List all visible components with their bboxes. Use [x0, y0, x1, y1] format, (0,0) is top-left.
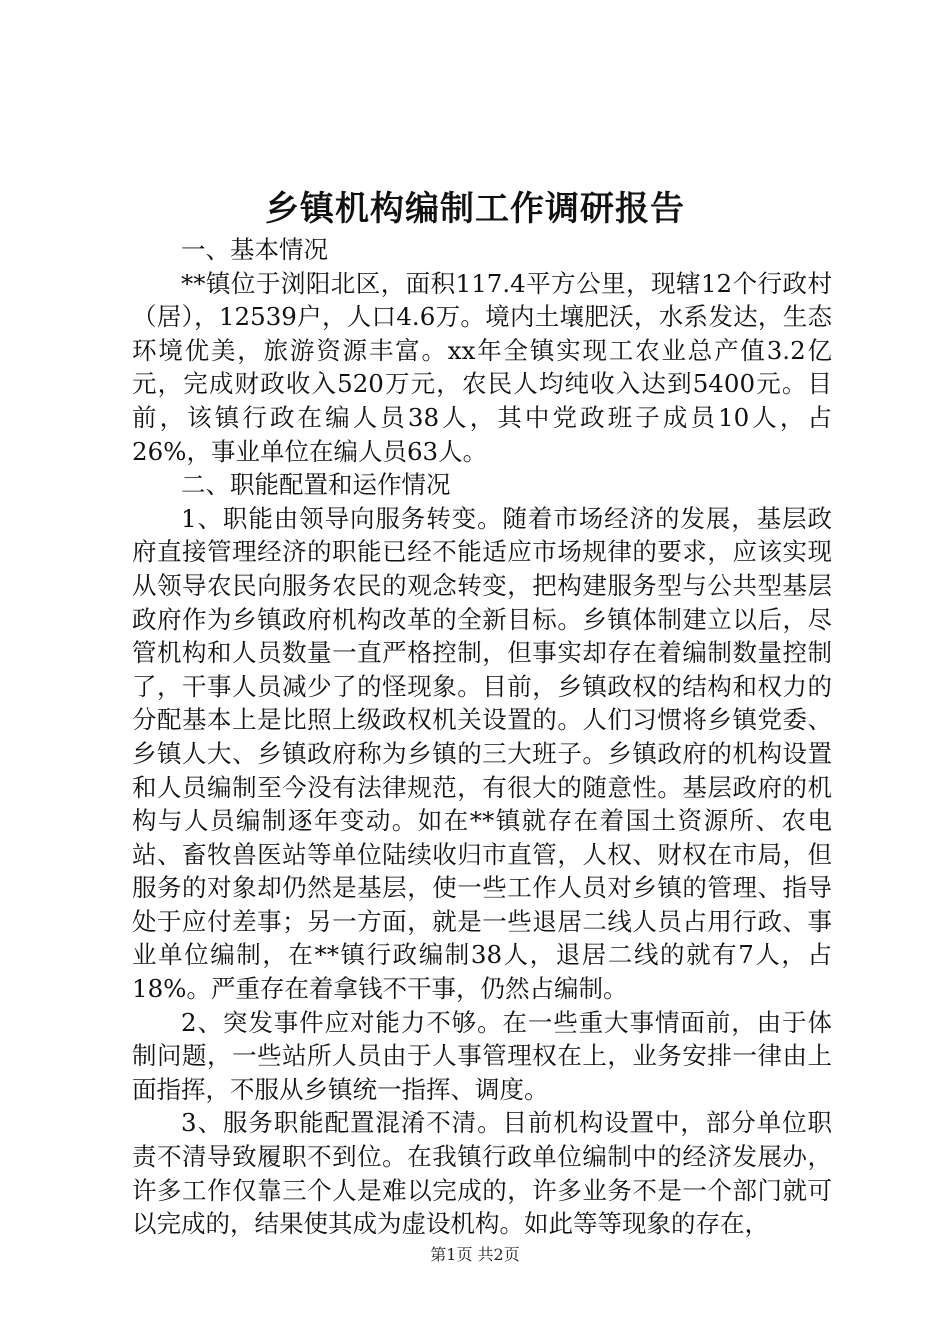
- section-heading-basic-situation: 一、基本情况: [181, 235, 328, 264]
- paragraph-emergency-response: 2、突发事件应对能力不够。在一些重大事情面前，由于体制问题，一些站所人员由于人事管理权在上，业务安排一律由上面指挥，不服从乡镇统一指挥、调度。: [132, 1007, 832, 1104]
- document-body: [132, 233, 832, 1241]
- document-title: 乡镇机构编制工作调研报告: [265, 189, 685, 229]
- paragraph-basic-situation: **镇位于浏阳北区，面积117.4平方公里，现辖12个行政村（居），12539户，人口4.6万。境内土壤肥沃，水系发达，生态环境优美，旅游资源丰富。xx年全镇实现工农业总产值3.2亿元，完成财政收入520万元，农民人均纯收入达到5400元。目前，该镇行政在编人员38人，其中党政班子成员10人，占26%，事业单位在编人员63人。: [132, 268, 832, 466]
- page-number-footer: 第1页 共2页: [430, 1245, 520, 1264]
- paragraph-function-transition: 1、职能由领导向服务转变。随着市场经济的发展，基层政府直接管理经济的职能已经不能适应市场规律的要求，应该实现从领导农民向服务农民的观念转变，把构建服务型与公共型基层政府作为乡镇政府机构改革的全新目标。乡镇体制建立以后，尽管机构和人员数量一直严格控制，但事实却存在着编制数量控制了，干事人员减少了的怪现象。目前，乡镇政权的结构和权力的分配基本上是比照上级政权机关设置的。人们习惯将乡镇党委、乡镇人大、乡镇政府称为乡镇的三大班子。乡镇政府的机构设置和人员编制至今没有法律规范，有很大的随意性。基层政府的机构与人员编制逐年变动。如在**镇就存在着国土资源所、农电站、畜牧兽医站等单位陆续收归市直管，人权、财权在市局，但服务的对象却仍然是基层，使一些工作人员对乡镇的管理、指导处于应付差事；另一方面，就是一些退居二线人员占用行政、事业单位编制，在**镇行政编制38人，退居二线的就有7人，占18%。严重存在着拿钱不干事，仍然占编制。: [132, 503, 832, 1004]
- paragraph-service-function: 3、服务职能配置混淆不清。目前机构设置中，部分单位职责不清导致履职不到位。在我镇行政单位编制中的经济发展办，许多工作仅靠三个人是难以完成的，许多业务不是一个部门就可以完成的，结果使其成为虚设机构。如此等等现象的存在，: [132, 1108, 832, 1239]
- section-heading-function-configuration: 二、职能配置和运作情况: [181, 470, 451, 500]
